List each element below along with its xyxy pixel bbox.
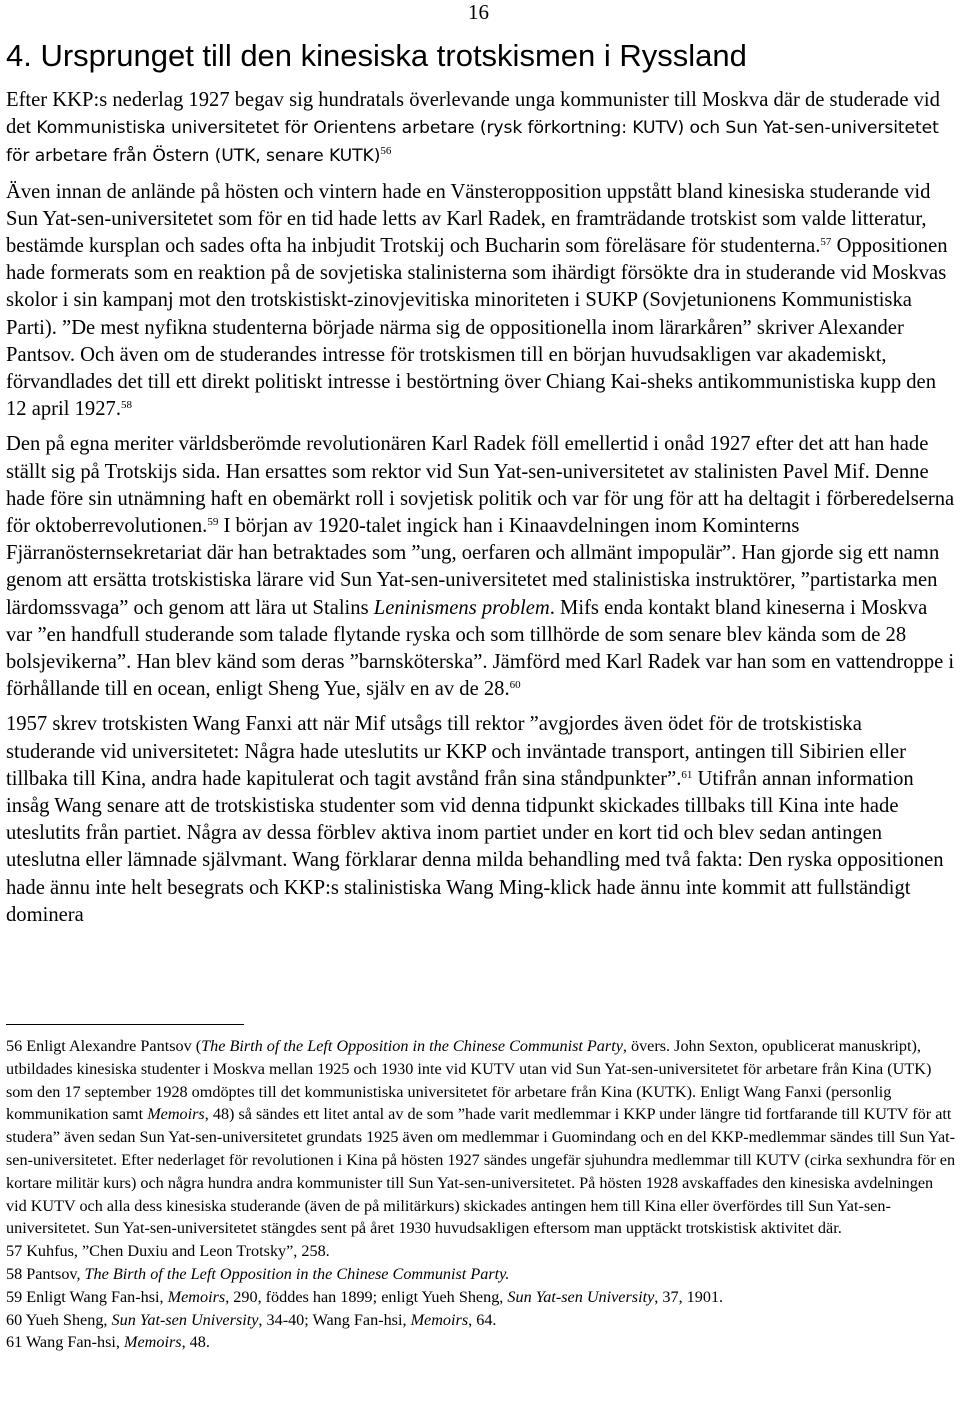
paragraph: 1957 skrev trotskisten Wang Fanxi att när Mif utsågs till rektor ”avgjordes även ödet för de trotskistiska studerande vid universitetet: Några hade uteslutits ur KKP och inväntade transport, antingen till Sibirien eller tillbaka till Kina, andra hade kapitulerat och tagit avstånd från sina ståndpunkter”.$^{61}$ Utifrån annan information insåg Wang senare att de trotskistiska studenter som vid denna tidpunkt skickades tillbaks till Kina inte hade uteslutits från partiet. Några av dessa förblev aktiva inom partiet under en kort tid och blev sedan antingen uteslutna eller lämnade självmant. Wang förklarar denna milda behandling med två fakta: Den ryska oppositionen hade ännu inte helt besegrats och KKP:s stalinistiska Wang Ming-klick hade ännu inte kommit att fullständigt dominera [6, 713, 944, 926]
footnote-separator [6, 1024, 244, 1025]
footnote-ref[interactable]: 60 [509, 679, 521, 692]
book-title: Leninismens problem [373, 596, 550, 619]
footnote-ref[interactable]: 57 [820, 236, 832, 249]
paragraph: Även innan de anlände på hösten och vintern hade en Vänsteropposition uppstått bland kinesiska studerande vid Sun Yat-sen-universitetet som för en tid hade letts av Karl Radek, en framträdande trotskist som valde litteratur, bestämde kursplan och sades ofta ha inbjudit Trotskij och Bucharin som föreläsare för studenterna.$^{57}$ Oppositionen hade formerats som en reaktion på de sovjetiska stalinisterna som ihärdigt försökte dra in studerande vid Moskvas skolor i sin kampanj mot den trotskistiskt-zinovjevitiska minoriteten i SUKP (Sovjetunionens Kommunistiska Parti). ”De mest nyfikna studenterna började närma sig de oppositionella inom lärarkåren” skriver Alexander Pantsov. Och även om de studerandes intresse för trotskismen till en början huvudsakligen var akademiskt, förvandlades det till ett direkt politiskt intresse i bestörtning över Chiang Kai-sheks antikommunistiska kupp den 12 april 1927.58 [6, 180, 948, 421]
footnote-57: 57 Kuhfus, ”Chen Duxiu and Leon Trotsky”, 258. [6, 1242, 330, 1261]
body-text [6, 87, 956, 937]
paragraph: Den på egna meriter världsberömde revolutionären Karl Radek föll emellertid i onåd 1927 efter det att han hade ställt sig på Trotskijs sida. Han ersattes som rektor vid Sun Yat-sen-universitetet av stalinisten Pavel Mif. Denne hade före sin utnämning haft en obemärkt roll i sovjetisk politik och var för ung för att ha deltagit i förberedelserna för oktoberrevolutionen.$^{59}$ I början av 1920-talet ingick han i Kinaavdelningen inom Kominterns Fjärranösternsekretariat där han betraktades som ”ung, oerfaren och allmänt impopulär”. Han gjorde sig ett namn genom att ersätta trotskistiska lärare vid Sun Yat-sen-universitetet med stalinistiska instruktörer, ”partistarka men lärdomssvaga” och genom att lära ut Stalins Leninismens problem. Mifs enda kontakt bland kineserna i Moskva var ”en handfull studerande som talade flytande ryska och som tillhörde de som senare blev kända som de 28 bolsjevikerna”. Han blev känd som deras ”barnsköterska”. Jämförd med Karl Radek var han som en vattendroppe i förhållande till en ocean, enligt Sheng Yue, själv en av de 28.60 [6, 433, 955, 701]
footnote-58: 58 Pantsov, The Birth of the Left Opposition in the Chinese Communist Party. [6, 1264, 510, 1283]
page-number: 16 [468, 0, 489, 24]
footnote-59: 59 Enligt Wang Fan-hsi, Memoirs, 290, föddes han 1899; enligt Yueh Sheng, Sun Yat-sen University, 37, 1901. [6, 1287, 724, 1306]
footnote-ref[interactable]: 58 [120, 399, 132, 412]
footnote-ref[interactable]: 56 [380, 145, 392, 158]
footnotes [6, 1035, 956, 1354]
chapter-heading: 4. Ursprunget till den kinesiska trotskismen i Ryssland [6, 38, 747, 73]
footnote-60: 60 Yueh Sheng, Sun Yat-sen University, 34-40; Wang Fan-hsi, Memoirs, 64. [6, 1310, 497, 1329]
footnote-ref[interactable]: 59 [207, 516, 219, 529]
footnote-56: 56 Enligt Alexandre Pantsov (The Birth of the Left Opposition in the Chinese Communist Party, övers. John Sexton, opublicerat manuskript), utbildades kinesiska studenter i Moskva mellan 1925 och 1930 inte vid KUTV utan vid Sun Yat-sen-universitetet för arbetare från Kina (UTK) som den 17 september 1928 omdöptes till det kommunistiska universitetet för arbetare från Kina (KUTK). Enligt Wang Fanxi (personlig kommunikation samt Memoirs, 48) så sändes ett litet antal av de som ”hade varit medlemmar i KKP under längre tid fortfarande till KUTV för att studera” även sedan Sun Yat-sen-universitetet grundats 1925 även om medlemmar i Guomindang och en del KKP-medlemmar sändes till Sun Yat-sen-universitetet. Efter nederlaget för revolutionen i Kina på hösten 1927 sändes ungefär sjuhundra medlemmar till KUTV (cirka sexhundra för en kortare militär kurs) och några hundra andra kommunister till Sun Yat-sen-universitetet. På hösten 1928 avskaffades den kinesiska avdelningen vid KUTV och alla dess kinesiska studerande (även de på militärkurs) skickades antingen hem till Kina eller överfördes till Sun Yat-sen-universitetet. Sun Yat-sen-universitetet stängdes sent på året 1930 huvudsakligen eftersom man upptäckt trotskistisk aktivitet där. [6, 1037, 956, 1238]
footnote-61: 61 Wang Fan-hsi, Memoirs, 48. [6, 1333, 210, 1352]
paragraph: Efter KKP:s nederlag 1927 begav sig hundratals överlevande unga kommunister till Moskva där de studerade vid det Kommunistiska universitetet för Orientens arbetare (rysk förkortning: KUTV) och Sun Yat-sen-universitetet för arbetare från Östern (UTK, senare KUTK)$^{56}$ [6, 89, 940, 167]
footnote-ref[interactable]: 61 [681, 768, 693, 781]
